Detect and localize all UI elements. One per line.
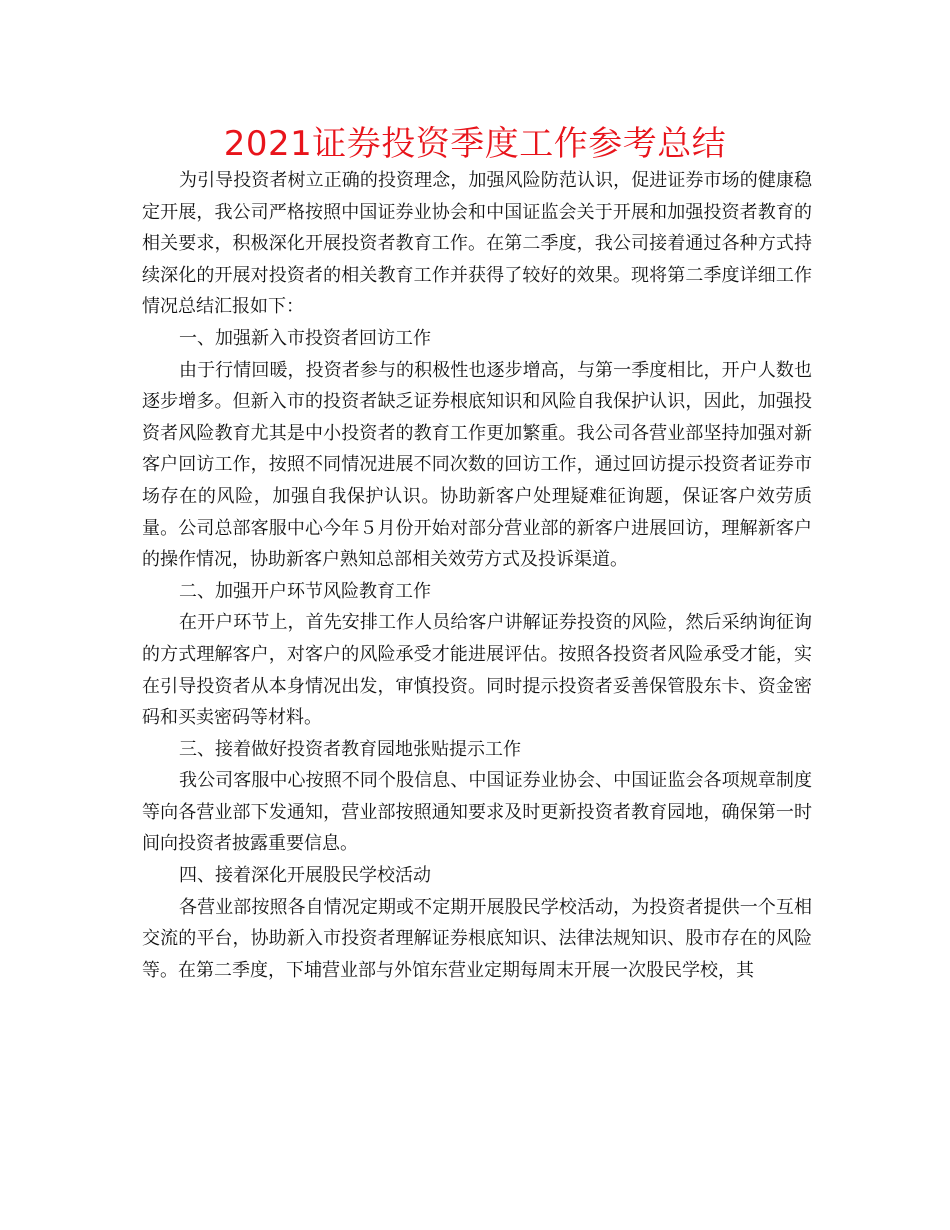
section-heading-1: 一、加强新入市投资者回访工作 bbox=[179, 327, 431, 349]
paragraph-section-4: 各营业部按照各自情况定期或不定期开展股民学校活动，为投资者提供一个互相交流的平台，协助新入市投资者理解证券根底知识、法律法规知识、股市存在的风险等。在第二季度，下埔营业部与外馆东营业定期每周末开展一次股民学校，其 bbox=[142, 896, 812, 981]
document-body bbox=[142, 165, 812, 986]
paragraph-section-3: 我公司客服中心按照不同个股信息、中国证券业协会、中国证监会各项规章制度等向各营业部下发通知，营业部按照通知要求及时更新投资者教育园地，确保第一时间向投资者披露重要信息。 bbox=[142, 770, 812, 855]
section-heading-2: 二、加强开户环节风险教育工作 bbox=[179, 580, 431, 602]
paragraph-intro: 为引导投资者树立正确的投资理念，加强风险防范认识，促进证券市场的健康稳定开展，我公司严格按照中国证券业协会和中国证监会关于开展和加强投资者教育的相关要求，积极深化开展投资者教育工作。在第二季度，我公司接着通过各种方式持续深化的开展对投资者的相关教育工作并获得了较好的效果。现将第二季度详细工作情况总结汇报如下： bbox=[142, 170, 812, 318]
section-heading-3: 三、接着做好投资者教育园地张贴提示工作 bbox=[179, 738, 521, 760]
document-title: 2021证券投资季度工作参考总结 bbox=[223, 124, 727, 164]
section-heading-4: 四、接着深化开展股民学校活动 bbox=[179, 865, 431, 887]
paragraph-section-2: 在开户环节上，首先安排工作人员给客户讲解证券投资的风险，然后采纳询征询的方式理解客户，对客户的风险承受才能进展评估。按照各投资者风险承受才能，实在引导投资者从本身情况出发，审慎投资。同时提示投资者妥善保管股东卡、资金密码和买卖密码等材料。 bbox=[142, 612, 812, 729]
paragraph-section-1: 由于行情回暖，投资者参与的积极性也逐步增高，与第一季度相比，开户人数也逐步增多。但新入市的投资者缺乏证券根底知识和风险自我保护认识，因此，加强投资者风险教育尤其是中小投资者的教育工作更加繁重。我公司各营业部坚持加强对新客户回访工作，按照不同情况进展不同次数的回访工作，通过回访提示投资者证券市场存在的风险，加强自我保护认识。协助新客户处理疑难征询题，保证客户效劳质量。公司总部客服中心今年５月份开始对部分营业部的新客户进展回访，理解新客户的操作情况，协助新客户熟知总部相关效劳方式及投诉渠道。 bbox=[142, 359, 812, 571]
